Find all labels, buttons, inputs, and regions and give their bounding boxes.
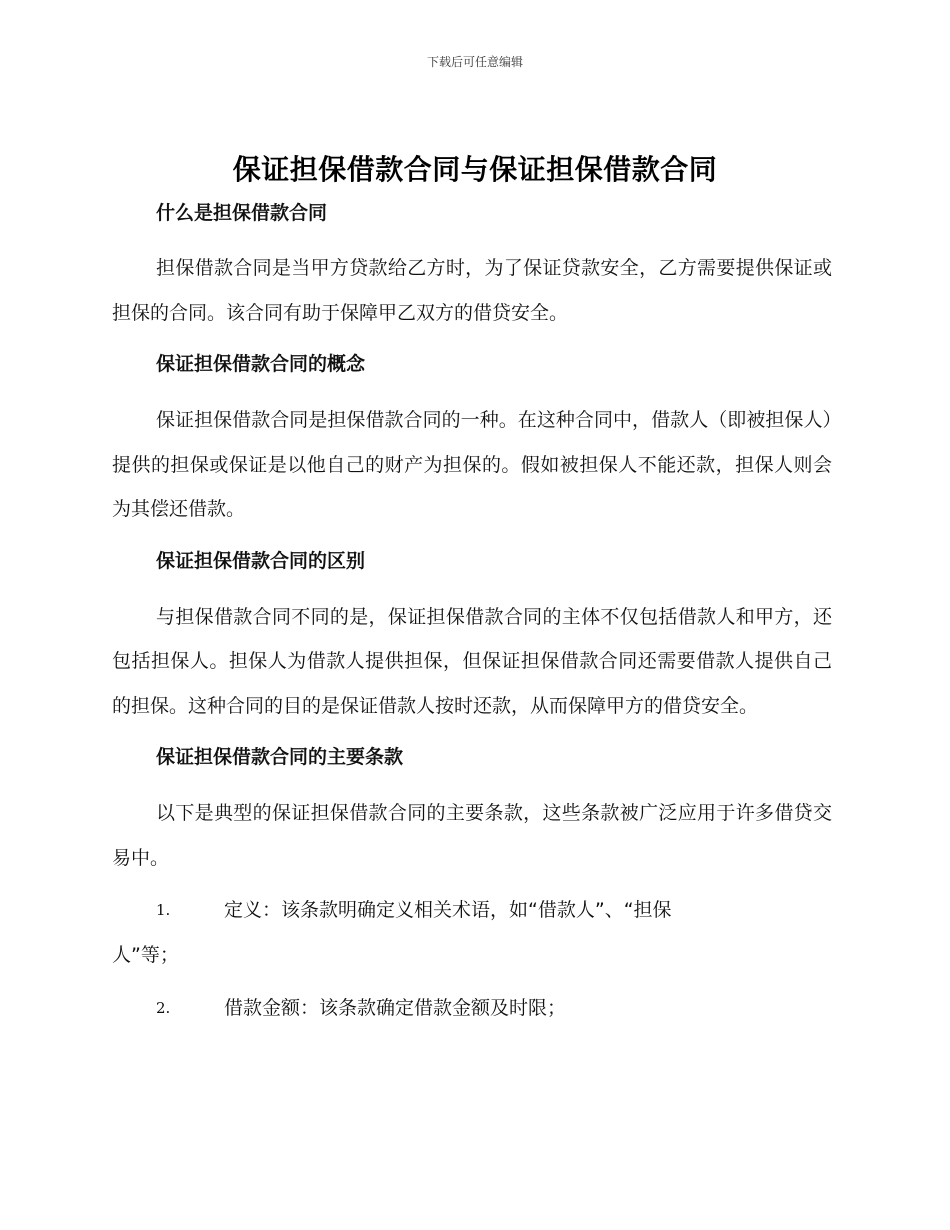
section-heading: 保证担保借款合同的概念 — [156, 353, 366, 375]
section-heading: 保证担保借款合同的区别 — [156, 549, 366, 572]
list-item-text: 定义：该条款明确定义相关术语，如“借款人”、“担保 — [224, 899, 672, 921]
document-body — [112, 198, 832, 1031]
section-heading: 什么是担保借款合同 — [156, 202, 328, 224]
list-item-number: 2. — [156, 999, 171, 1017]
list-item — [112, 888, 832, 977]
section-paragraph: 担保借款合同是当甲方贷款给乙方时，为了保证贷款安全，乙方需要提供保证或担保的合同。该合同有助于保障甲乙双方的借贷安全。 — [112, 257, 832, 324]
list-item-continuation: 人”等； — [112, 943, 179, 966]
list-item-first-line — [112, 986, 832, 1031]
list-item-text: 借款金额：该条款确定借款金额及时限； — [224, 997, 567, 1019]
list-item-first-line — [112, 888, 832, 933]
section-paragraph: 与担保借款合同不同的是，保证担保借款合同的主体不仅包括借款人和甲方，还包括担保人。担保人为借款人提供担保，但保证担保借款合同还需要借款人提供自己的担保。这种合同的目的是保证借款人按时还款，从而保障甲方的借贷安全。 — [112, 605, 832, 717]
document-title: 保证担保借款合同与保证担保借款合同 — [232, 153, 718, 186]
section-paragraph: 以下是典型的保证担保借款合同的主要条款，这些条款被广泛应用于许多借贷交易中。 — [112, 802, 832, 869]
list-item — [112, 986, 832, 1031]
section-paragraph: 保证担保借款合同是担保借款合同的一种。在这种合同中，借款人（即被担保人）提供的担保或保证是以他自己的财产为担保的。假如被担保人不能还款，担保人则会为其偿还借款。 — [112, 409, 832, 520]
list-item-number: 1. — [156, 901, 171, 919]
header-note: 下载后可任意编辑 — [426, 55, 523, 69]
section-heading: 保证担保借款合同的主要条款 — [156, 746, 404, 768]
